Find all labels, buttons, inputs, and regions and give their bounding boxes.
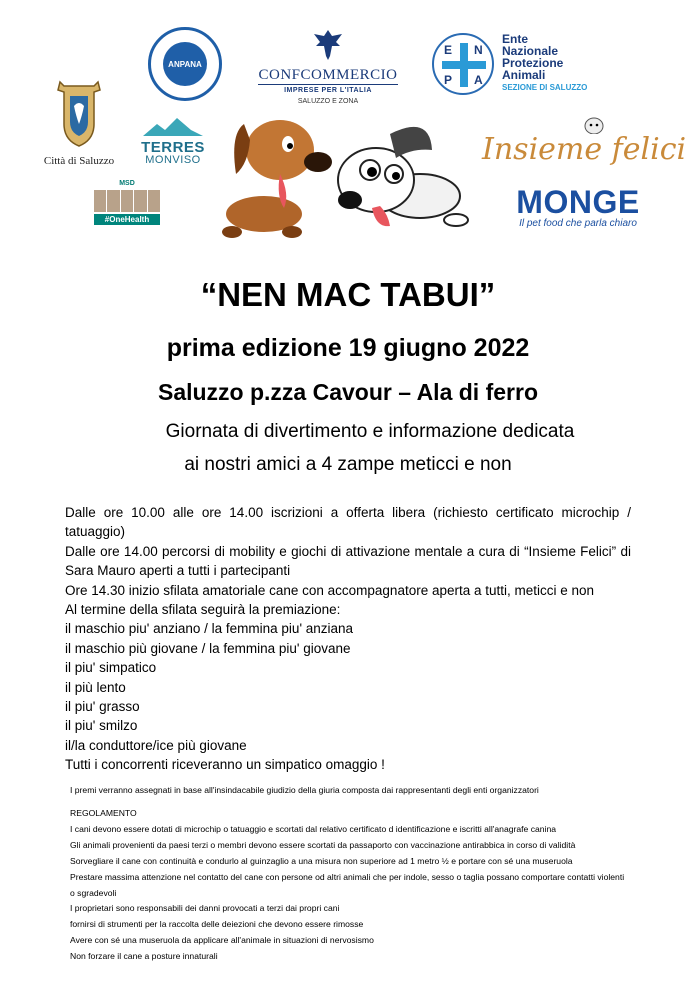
city-crest-icon bbox=[54, 80, 104, 150]
program-line: Al termine della sfilata seguirà la premiazione: bbox=[65, 602, 341, 618]
rule-item: Non forzare il cane a posture innaturali bbox=[70, 951, 218, 962]
brown-dog bbox=[222, 120, 332, 238]
city-label: Città di Saluzzo bbox=[43, 155, 115, 167]
program-line: Tutti i concorrenti riceveranno un simpatico omaggio ! bbox=[65, 757, 385, 773]
award-item: il maschio piu' anziano / la femmina piu' anziana bbox=[65, 621, 354, 637]
program-section bbox=[65, 503, 631, 775]
anpana-label: ANPANA bbox=[163, 42, 207, 86]
insieme-felici-logo bbox=[482, 114, 688, 176]
cartoon-dogs-illustration bbox=[200, 104, 478, 246]
enpa-line: Ente bbox=[502, 32, 529, 46]
award-item: il maschio più giovane / la femmina piu' giovane bbox=[65, 640, 351, 656]
confcommercio-branch: SALUZZO E ZONA bbox=[297, 98, 359, 105]
event-place: Saluzzo p.zza Cavour – Ala di ferro bbox=[157, 379, 538, 405]
msd-logo bbox=[94, 180, 160, 248]
enpa-letter: A bbox=[474, 73, 483, 87]
enpa-letter: N bbox=[474, 43, 483, 57]
monge-logo bbox=[512, 186, 644, 236]
enpa-letter: P bbox=[444, 73, 453, 87]
insieme-felici-wordmark: Insieme felici bbox=[482, 132, 687, 167]
program-line: Ore 14.30 inizio sfilata amatoriale cane con accompagnatore aperta a tutti, meticci e non bbox=[65, 582, 595, 598]
rule-item: Avere con sé una museruola da applicare all'animale in situazioni di nervosismo bbox=[70, 935, 374, 946]
enpa-section: SEZIONE DI SALUZZO bbox=[502, 83, 588, 92]
event-tagline-2: ai nostri amici a 4 zampe meticci e non bbox=[184, 454, 512, 475]
msd-photo-strip bbox=[94, 190, 160, 212]
dog-face-icon bbox=[582, 114, 606, 134]
terres-monviso-logo bbox=[140, 118, 206, 172]
program-line: Dalle ore 10.00 alle ore 14.00 iscrizioni a offerta libera (richiesto certificato microchip / tatuaggio) bbox=[65, 505, 631, 540]
rule-item: I cani devono essere dotati di microchip o tatuaggio e scortati dal relativo certificato d identificazione e iscritti all'anagrafe canina bbox=[70, 823, 557, 834]
terres-line-1: TERRES bbox=[141, 139, 205, 156]
eagle-icon bbox=[310, 26, 346, 62]
monge-wordmark: MONGE bbox=[516, 184, 640, 220]
rule-item: fornirsi di strumenti per la raccolta delle deiezioni che devono essere rimosse bbox=[70, 919, 364, 930]
enpa-line: Nazionale bbox=[502, 44, 559, 58]
rule-item: I proprietari sono responsabili dei danni provocati a terzi dai propri cani bbox=[70, 903, 340, 914]
rule-item: Gli animali provenienti da paesi terzi o membri devono essere scortati da passaporto con vaccinazione antirabbica in corso di validità bbox=[70, 839, 576, 850]
mountain-icon bbox=[143, 118, 203, 136]
award-item: il/la conduttore/ice più giovane bbox=[65, 737, 247, 753]
program-line: Dalle ore 14.00 percorsi di mobility e giochi di attivazione mentale a cura di “Insieme Felici” di Sara Mauro aperti a tutti i partecipanti bbox=[65, 543, 631, 579]
msd-label: MSD bbox=[119, 180, 135, 187]
event-tagline-1: Giornata di divertimento e informazione dedicata bbox=[165, 421, 575, 442]
confcommercio-logo bbox=[258, 26, 398, 105]
enpa-line: Animali bbox=[502, 68, 546, 82]
confcommercio-name: CONFCOMMERCIO bbox=[258, 67, 398, 83]
confcommercio-sub: IMPRESE PER L'ITALIA bbox=[284, 87, 372, 94]
terres-line-2: MONVISO bbox=[145, 154, 201, 166]
event-edition: prima edizione 19 giugno 2022 bbox=[166, 334, 530, 362]
white-dog bbox=[338, 127, 468, 226]
event-title: “NEN MAC TABUI” bbox=[200, 276, 496, 313]
citta-di-saluzzo-logo bbox=[36, 80, 122, 170]
premi-note: I premi verranno assegnati in base all'insindacabile giudizio della giuria composta dai rappresentanti degli enti organizzatori bbox=[70, 785, 539, 795]
anpana-logo bbox=[148, 27, 222, 101]
enpa-cross-icon bbox=[432, 33, 494, 95]
enpa-logo bbox=[432, 33, 597, 99]
rule-item: Sorvegliare il cane con continuità e condurlo al guinzaglio a una misura non superiore ad 1 metro ½ e portare con sé una museruola bbox=[70, 855, 573, 866]
award-item: il più lento bbox=[65, 679, 126, 695]
rule-item: Prestare massima attenzione nel contatto del cane con persone od altri animali che per indole, sesso o taglia possano comportare contatti violenti o sgradevoli bbox=[70, 871, 625, 898]
enpa-letter: E bbox=[444, 43, 453, 57]
award-item: il piu' simpatico bbox=[65, 660, 157, 676]
enpa-line: Protezione bbox=[502, 56, 564, 70]
monge-slogan: Il pet food che parla chiaro bbox=[519, 218, 637, 229]
enpa-name bbox=[502, 33, 563, 81]
regolamento-heading: REGOLAMENTO bbox=[70, 808, 137, 818]
onehealth-tag: #OneHealth bbox=[94, 214, 160, 225]
award-item: il piu' smilzo bbox=[65, 718, 138, 734]
award-item: il piu' grasso bbox=[65, 699, 140, 715]
regolamento-section bbox=[70, 806, 630, 965]
